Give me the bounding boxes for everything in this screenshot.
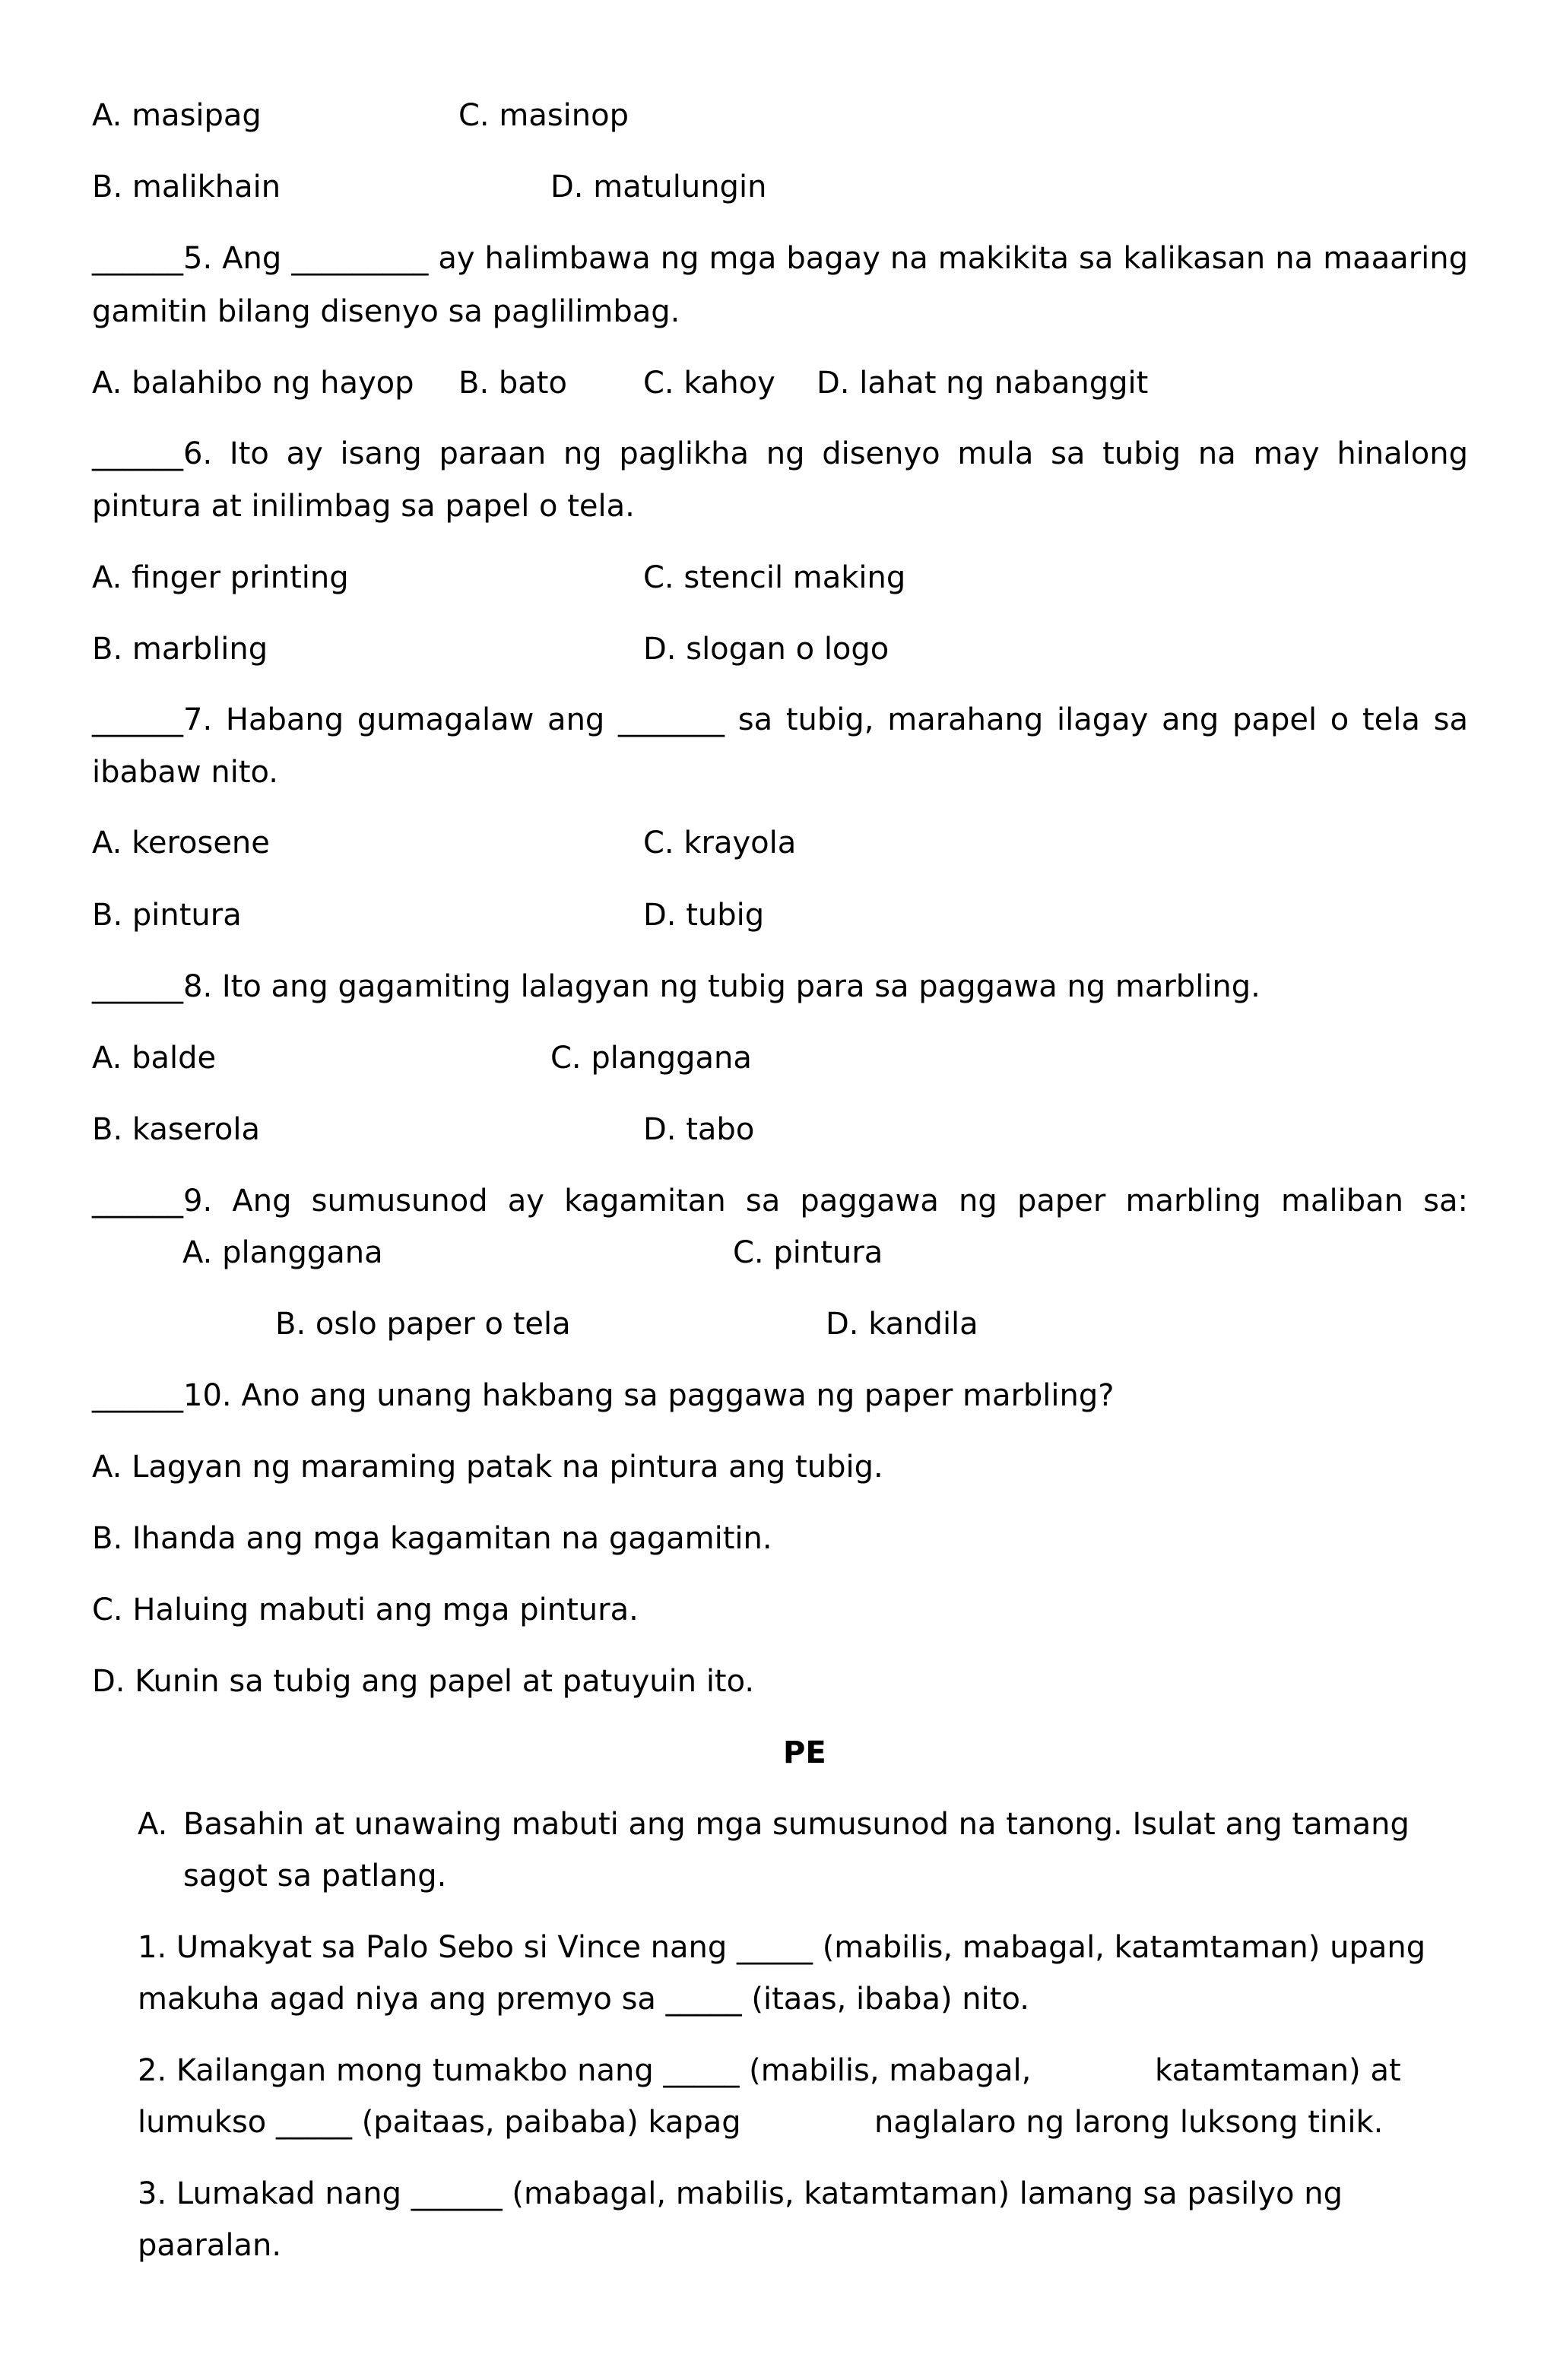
pe-question-2-cont-end: naglalaro ng larong luksong tinik.	[874, 2105, 1384, 2140]
item10-question: ______10. Ano ang unang hakbang sa paggawa ng paper marbling?	[92, 1378, 1115, 1413]
item8-option-d: D. tabo	[643, 1112, 755, 1147]
item7-question: ______7. Habang gumagalaw ang _______ sa tubig, marahang ilagay ang papel o tela sa	[92, 702, 1468, 737]
pe-question-3: 3. Lumakad nang ______ (mabagal, mabilis, katamtaman) lamang sa pasilyo ng	[138, 2176, 1343, 2211]
item6-question: ______6. Ito ay isang paraan ng paglikha ng disenyo mula sa tubig na may hinalong	[92, 436, 1468, 471]
item9-option-a: A. planggana	[182, 1235, 383, 1270]
pe-instruction: Basahin at unawaing mabuti ang mga sumusunod na tanong. Isulat ang tamang	[183, 1807, 1410, 1842]
item5-question: ______5. Ang _________ ay halimbawa ng mga bagay na makikita sa kalikasan na maaaring	[92, 241, 1468, 276]
item8-option-b: B. kaserola	[92, 1112, 260, 1147]
item7-option-a: A. kerosene	[92, 826, 270, 860]
item5-option-a: A. balahibo ng hayop	[92, 366, 414, 401]
item10-option-b: B. Ihanda ang mga kagamitan na gagamitin.	[92, 1521, 772, 1556]
item7-option-c: C. krayola	[643, 826, 797, 860]
pe-instruction-marker: A.	[138, 1807, 168, 1842]
item10-option-d: D. Kunin sa tubig ang papel at patuyuin ito.	[92, 1664, 755, 1699]
item9-option-b: B. oslo paper o tela	[275, 1307, 571, 1342]
item8-option-a: A. balde	[92, 1041, 217, 1076]
pe-question-2-end: katamtaman) at	[1155, 2053, 1401, 2088]
pe-instruction-cont: sagot sa patlang.	[183, 1859, 447, 1894]
item4-option-c: C. masinop	[458, 98, 629, 133]
item8-option-c: C. planggana	[550, 1041, 752, 1076]
item7-option-b: B. pintura	[92, 898, 242, 933]
item5-option-d: D. lahat ng nabanggit	[817, 366, 1149, 401]
item4-option-a: A. masipag	[92, 98, 262, 133]
pe-question-3-cont: paaralan.	[138, 2228, 282, 2263]
item6-question-cont: pintura at inilimbag sa papel o tela.	[92, 489, 635, 524]
item10-option-c: C. Haluing mabuti ang mga pintura.	[92, 1592, 639, 1627]
item4-option-d: D. matulungin	[550, 170, 767, 204]
item6-option-b: B. marbling	[92, 632, 268, 667]
pe-question-1-cont: makuha agad niya ang premyo sa _____ (itaas, ibaba) nito.	[138, 1982, 1029, 2017]
item5-question-cont: gamitin bilang disenyo sa paglilimbag.	[92, 294, 680, 329]
item6-option-c: C. stencil making	[643, 560, 906, 595]
pe-question-2: 2. Kailangan mong tumakbo nang _____ (mabilis, mabagal,	[138, 2053, 1032, 2088]
item8-question: ______8. Ito ang gagamiting lalagyan ng tubig para sa paggawa ng marbling.	[92, 969, 1261, 1004]
item6-option-a: A. finger printing	[92, 560, 349, 595]
item9-option-d: D. kandila	[826, 1307, 978, 1342]
item5-option-b: B. bato	[458, 366, 567, 401]
pe-question-2-cont: lumukso _____ (paitaas, paibaba) kapag	[138, 2105, 741, 2140]
item7-option-d: D. tubig	[643, 898, 765, 933]
item9-option-c: C. pintura	[733, 1235, 883, 1270]
item7-question-cont: ibabaw nito.	[92, 755, 278, 790]
section-heading-pe: PE	[783, 1735, 826, 1770]
item5-option-c: C. kahoy	[643, 366, 775, 401]
item9-question: ______9. Ang sumusunod ay kagamitan sa paggawa ng paper marbling maliban sa:	[92, 1184, 1468, 1219]
item4-option-b: B. malikhain	[92, 170, 281, 204]
item6-option-d: D. slogan o logo	[643, 632, 889, 667]
item10-option-a: A. Lagyan ng maraming patak na pintura ang tubig.	[92, 1450, 883, 1485]
pe-question-1: 1. Umakyat sa Palo Sebo si Vince nang _____ (mabilis, mabagal, katamtaman) upang	[138, 1930, 1426, 1965]
